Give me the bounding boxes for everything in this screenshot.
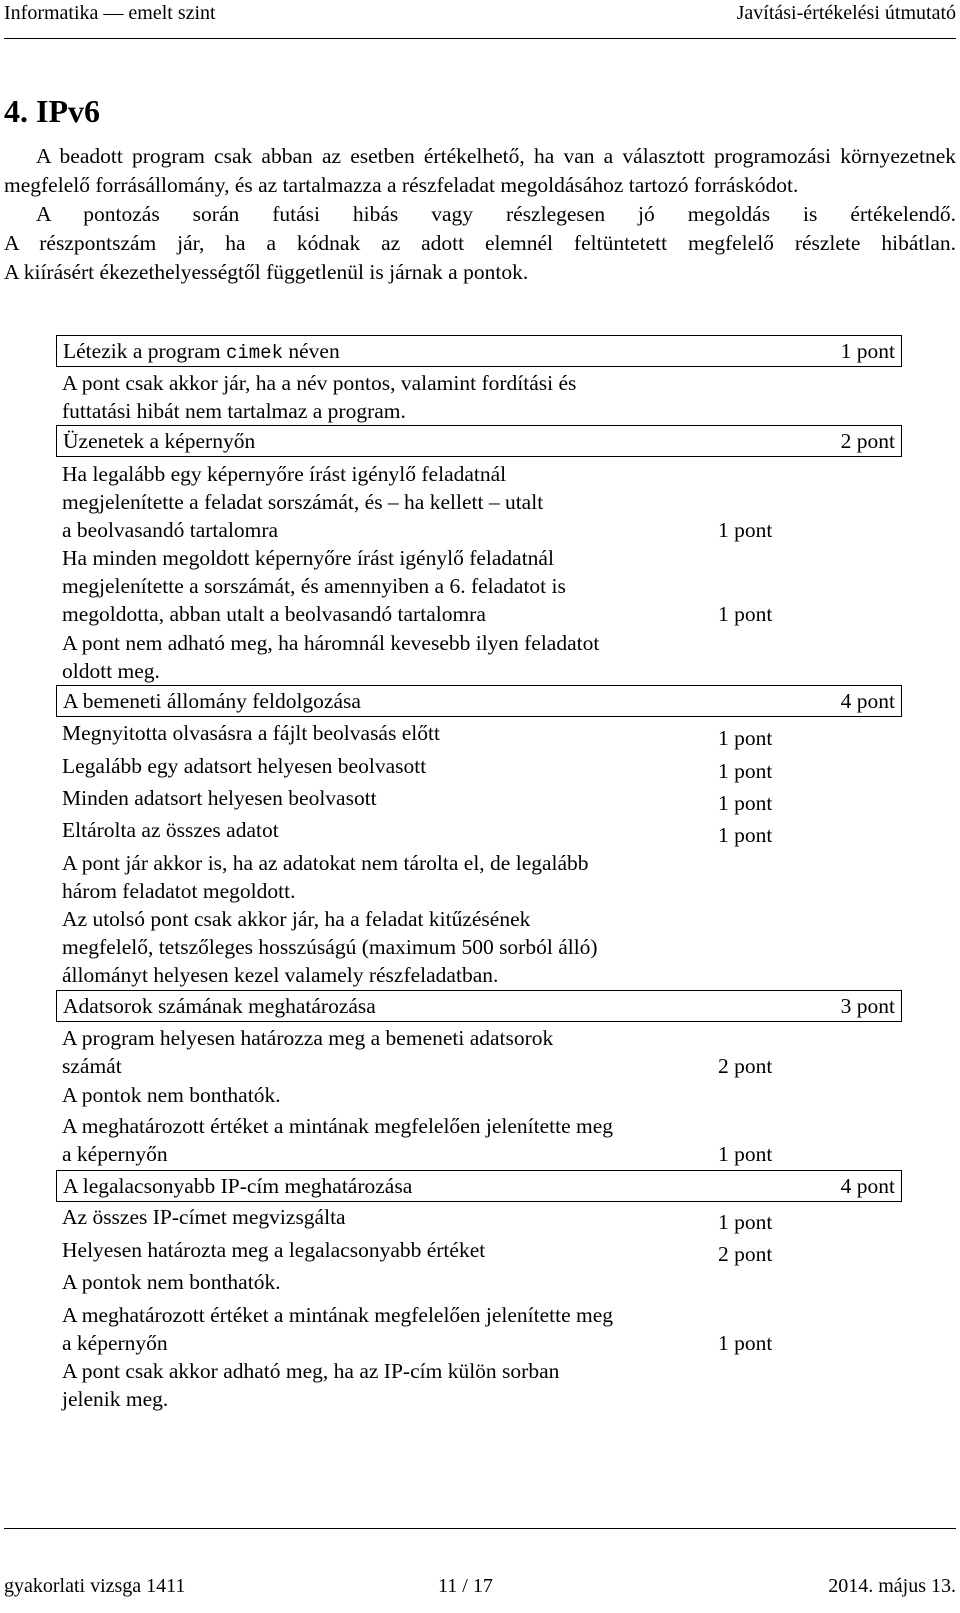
item-line: Megnyitotta olvasásra a fájlt beolvasás előtt (62, 721, 440, 745)
item-points: 2 pont (718, 1054, 773, 1078)
label-text: Létezik a program (63, 339, 226, 363)
note-line: futtatási hibát nem tartalmaz a program. (62, 399, 406, 423)
header-subject: Informatika — emelt szint (4, 2, 216, 24)
criterion-box-program-exists (56, 335, 902, 367)
criterion-box-row-count (56, 990, 902, 1022)
criterion-label (63, 337, 340, 367)
header-doc-type: Javítási-értékelési útmutató (736, 2, 956, 24)
criterion-points: 4 pont (840, 1174, 895, 1198)
item-line: megoldotta, abban utalt a beolvasandó tartalomra (62, 602, 486, 626)
note-line: A pontok nem bonthatók. (62, 1270, 281, 1294)
footer-divider (4, 1528, 956, 1529)
criterion-label: Adatsorok számának meghatározása (63, 994, 376, 1018)
item-line: Az összes IP-címet megvizsgálta (62, 1205, 346, 1229)
criterion-label: A bemeneti állomány feldolgozása (63, 689, 361, 713)
note-line: Az utolsó pont csak akkor jár, ha a feladat kitűzésének (62, 907, 531, 931)
criterion-label: Üzenetek a képernyőn (63, 429, 256, 453)
item-points: 1 pont (718, 1331, 773, 1355)
item-points: 1 pont (718, 823, 773, 847)
item-points: 1 pont (718, 518, 773, 542)
program-name-code: cimek (225, 342, 283, 364)
item-line: a képernyőn (62, 1331, 168, 1355)
item-points: 1 pont (718, 1142, 773, 1166)
item-line: A program helyesen határozza meg a bemeneti adatsorok (62, 1026, 554, 1050)
note-line: A pont jár akkor is, ha az adatokat nem tárolta el, de legalább (62, 851, 589, 875)
task-title: 4. IPv6 (4, 93, 100, 129)
item-line: Ha minden megoldott képernyőre írást igénylő feladatnál (62, 546, 554, 570)
item-line: megjelenítette a sorszámát, és amennyiben a 6. feladatot is (62, 574, 566, 598)
note-line: oldott meg. (62, 659, 160, 683)
item-line: Ha legalább egy képernyőre írást igénylő feladatnál (62, 462, 507, 486)
item-line: A meghatározott értéket a mintának megfelelően jelenítette meg (62, 1303, 614, 1327)
footer-exam-id: gyakorlati vizsga 1411 (4, 1575, 186, 1597)
item-points: 1 pont (718, 602, 773, 626)
item-points: 1 pont (718, 726, 773, 750)
note-line: megfelelő, tetszőleges hosszúságú (maximum 500 sorból álló) (62, 935, 598, 959)
item-line: Legalább egy adatsort helyesen beolvasott (62, 754, 427, 778)
item-points: 2 pont (718, 1242, 773, 1266)
item-line: a beolvasandó tartalomra (62, 518, 279, 542)
item-points: 1 pont (718, 759, 773, 783)
note-line: A pont csak akkor adható meg, ha az IP-cím külön sorban (62, 1359, 560, 1383)
criterion-points: 3 pont (840, 994, 895, 1018)
page-header (4, 0, 956, 39)
intro-paragraph-4: A kiírásért ékezethelyességtől függetlenül is járnak a pontok. (4, 260, 529, 284)
item-line: Helyesen határozta meg a legalacsonyabb értéket (62, 1238, 486, 1262)
criterion-box-lowest-ip (56, 1170, 902, 1202)
intro-paragraph-1: A beadott program csak abban az esetben értékelhető, ha van a választott programozási környezetnek megfelelő forrásállomány, és az tartalmazza a részfeladat megoldásához tartozó forráskódot. (4, 144, 956, 197)
note-line: A pontok nem bonthatók. (62, 1083, 281, 1107)
note-line: A pont csak akkor jár, ha a név pontos, valamint fordítási és (62, 371, 577, 395)
note-line: állományt helyesen kezel valamely részfeladatban. (62, 963, 499, 987)
criterion-box-input-processing (56, 685, 902, 717)
note-line: jelenik meg. (62, 1387, 169, 1411)
item-line: Minden adatsort helyesen beolvasott (62, 786, 377, 810)
item-line: megjelenítette a feladat sorszámát, és – ha kellett – utalt (62, 490, 544, 514)
item-line: a képernyőn (62, 1142, 168, 1166)
item-line: Eltárolta az összes adatot (62, 818, 279, 842)
criterion-points: 1 pont (840, 339, 895, 363)
intro-paragraph-2: A pontozás során futási hibás vagy részlegesen jó megoldás is értékelendő. (36, 202, 956, 226)
criterion-box-screen-messages (56, 425, 902, 457)
criterion-label: A legalacsonyabb IP-cím meghatározása (63, 1174, 413, 1198)
footer-page-number: 11 / 17 (438, 1575, 493, 1597)
label-text: néven (282, 339, 340, 363)
item-points: 1 pont (718, 1210, 773, 1234)
criterion-points: 4 pont (840, 689, 895, 713)
note-line: A pont nem adható meg, ha háromnál kevesebb ilyen feladatot (62, 631, 600, 655)
intro-paragraph-3: A részpontszám jár, ha a kódnak az adott elemnél feltüntetett megfelelő részlete hibátlan. (4, 231, 956, 255)
item-points: 1 pont (718, 791, 773, 815)
item-line: A meghatározott értéket a mintának megfelelően jelenítette meg (62, 1114, 614, 1138)
footer-date: 2014. május 13. (828, 1575, 956, 1597)
criterion-points: 2 pont (840, 429, 895, 453)
note-line: három feladatot megoldott. (62, 879, 296, 903)
task-intro (4, 142, 956, 287)
item-line: számát (62, 1054, 122, 1078)
